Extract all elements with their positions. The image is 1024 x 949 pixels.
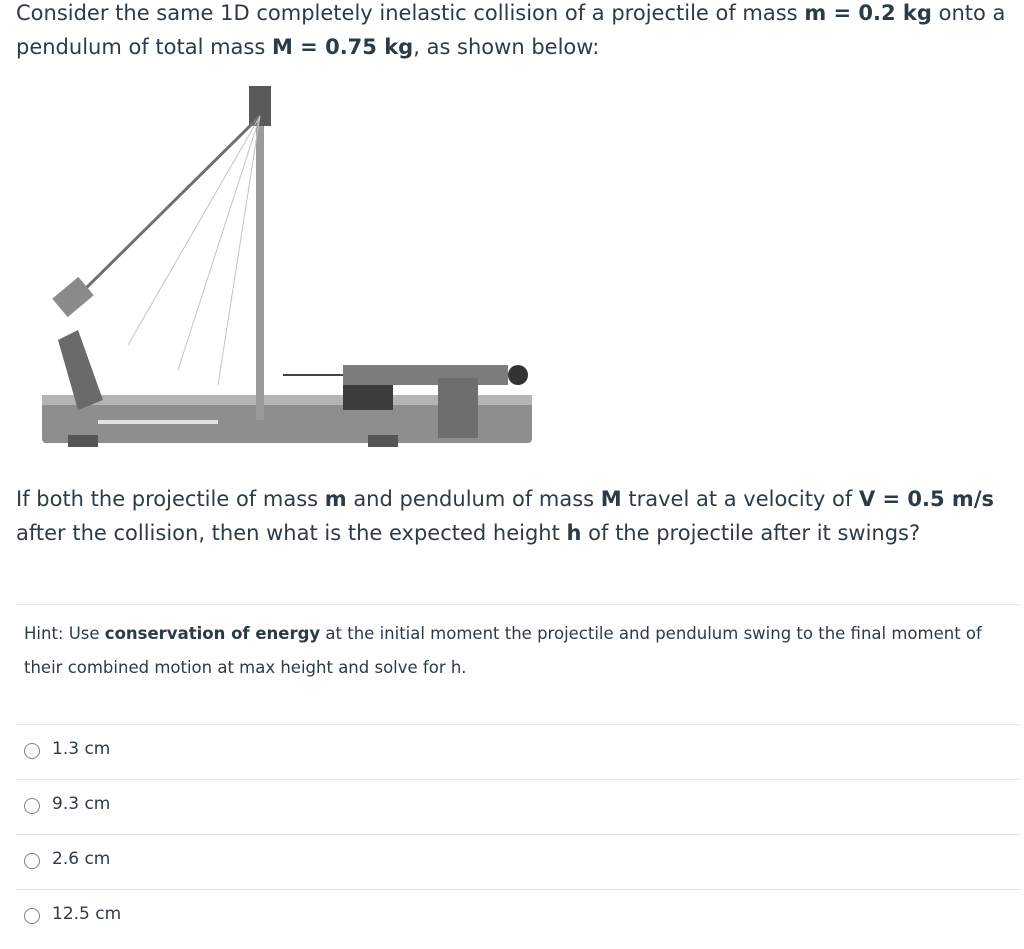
hint-section: [16, 604, 1020, 725]
mass-M: M: [600, 487, 622, 511]
mass-m-label: m = 0.2 kg: [804, 1, 932, 25]
mass-M-label: M = 0.75 kg: [271, 35, 414, 59]
question-text: onto a pendulum of total mass: [16, 1, 1006, 59]
radio-button[interactable]: [24, 743, 40, 759]
hint-bold: conservation of energy: [104, 624, 321, 643]
question-text: after the collision, then what is the expected height: [16, 521, 567, 545]
ballistic-pendulum-image: [38, 80, 538, 460]
answer-option[interactable]: [16, 724, 1020, 779]
answer-label[interactable]: 12.5 cm: [52, 904, 122, 924]
answer-option[interactable]: [16, 834, 1020, 889]
answer-list: [16, 724, 1020, 944]
hint-prefix: Hint: Use: [24, 624, 105, 643]
question-text: of the projectile after it swings?: [581, 521, 921, 545]
question-text: and pendulum of mass: [346, 487, 601, 511]
radio-button[interactable]: [24, 908, 40, 924]
height-h: h: [566, 521, 582, 545]
question-paragraph-2: [16, 482, 1006, 550]
hint-text: [24, 617, 984, 685]
answer-option[interactable]: [16, 779, 1020, 834]
question-text: travel at a velocity of: [621, 487, 859, 511]
velocity-label: V = 0.5 m/s: [858, 487, 994, 511]
hint-suffix: at the initial moment the projectile and pendulum swing to the final moment of their combined motion at max height and solve for h.: [24, 624, 982, 677]
radio-button[interactable]: [24, 853, 40, 869]
answer-label[interactable]: 9.3 cm: [52, 794, 111, 814]
mass-m: m: [324, 487, 347, 511]
answer-label[interactable]: 1.3 cm: [52, 739, 111, 759]
question-text: If both the projectile of mass: [16, 487, 325, 511]
question-text: Consider the same 1D completely inelastic collision of a projectile of mass: [16, 1, 805, 25]
radio-button[interactable]: [24, 798, 40, 814]
answer-option[interactable]: [16, 889, 1020, 944]
question-paragraph-1: [16, 0, 1006, 64]
question-text: , as shown below:: [413, 35, 600, 59]
answer-label[interactable]: 2.6 cm: [52, 849, 111, 869]
